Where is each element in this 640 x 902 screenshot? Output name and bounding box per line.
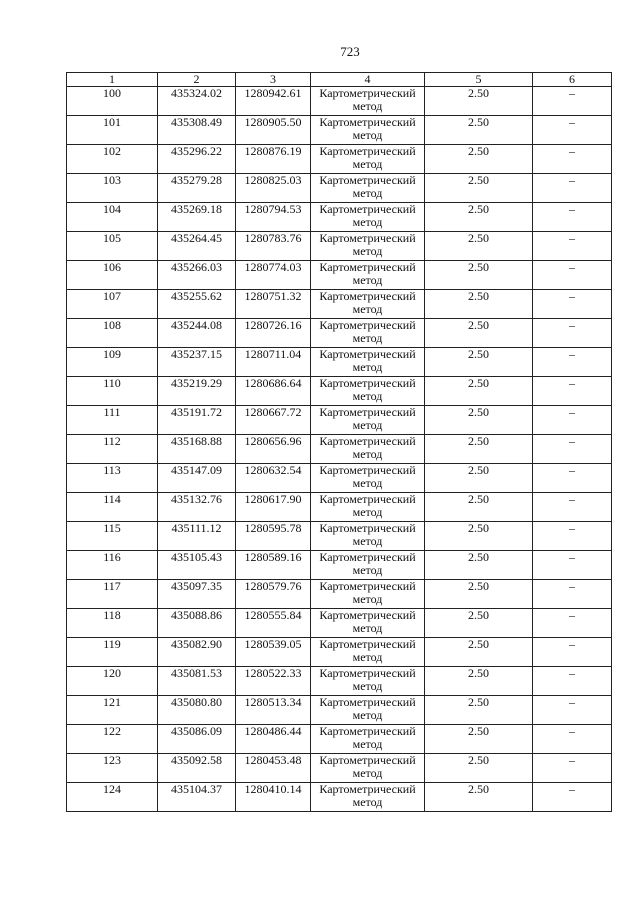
table-row: [67, 406, 612, 435]
precision-cell: 2.50: [425, 609, 533, 638]
point-number-cell: 124: [67, 783, 158, 812]
precision-cell: 2.50: [425, 754, 533, 783]
table-row: [67, 203, 612, 232]
x-coordinate-cell: 435088.86: [158, 609, 236, 638]
method-cell: Картометрический метод: [311, 696, 425, 725]
table-row: [67, 725, 612, 754]
x-coordinate-cell: 435324.02: [158, 87, 236, 116]
column-6-cell: –: [533, 174, 612, 203]
column-6-cell: –: [533, 348, 612, 377]
point-number-cell: 113: [67, 464, 158, 493]
method-cell: Картометрический метод: [311, 638, 425, 667]
method-cell: Картометрический метод: [311, 174, 425, 203]
point-number-cell: 105: [67, 232, 158, 261]
precision-cell: 2.50: [425, 696, 533, 725]
method-cell: Картометрический метод: [311, 551, 425, 580]
method-cell: Картометрический метод: [311, 290, 425, 319]
precision-cell: 2.50: [425, 348, 533, 377]
table-row: [67, 290, 612, 319]
header-col-5: 5: [425, 73, 533, 87]
column-6-cell: –: [533, 406, 612, 435]
table-row: [67, 435, 612, 464]
y-coordinate-cell: 1280555.84: [236, 609, 311, 638]
column-6-cell: –: [533, 145, 612, 174]
y-coordinate-cell: 1280794.53: [236, 203, 311, 232]
y-coordinate-cell: 1280579.76: [236, 580, 311, 609]
y-coordinate-cell: 1280617.90: [236, 493, 311, 522]
x-coordinate-cell: 435219.29: [158, 377, 236, 406]
y-coordinate-cell: 1280453.48: [236, 754, 311, 783]
point-number-cell: 117: [67, 580, 158, 609]
method-cell: Картометрический метод: [311, 261, 425, 290]
point-number-cell: 120: [67, 667, 158, 696]
column-6-cell: –: [533, 580, 612, 609]
method-cell: Картометрический метод: [311, 725, 425, 754]
x-coordinate-cell: 435080.80: [158, 696, 236, 725]
x-coordinate-cell: 435255.62: [158, 290, 236, 319]
precision-cell: 2.50: [425, 493, 533, 522]
precision-cell: 2.50: [425, 522, 533, 551]
table-row: [67, 87, 612, 116]
x-coordinate-cell: 435296.22: [158, 145, 236, 174]
x-coordinate-cell: 435132.76: [158, 493, 236, 522]
x-coordinate-cell: 435097.35: [158, 580, 236, 609]
table-header-row: [67, 73, 612, 87]
y-coordinate-cell: 1280686.64: [236, 377, 311, 406]
method-cell: Картометрический метод: [311, 232, 425, 261]
point-number-cell: 100: [67, 87, 158, 116]
table-row: [67, 783, 612, 812]
method-cell: Картометрический метод: [311, 116, 425, 145]
table-row: [67, 667, 612, 696]
header-col-1: 1: [67, 73, 158, 87]
method-cell: Картометрический метод: [311, 319, 425, 348]
y-coordinate-cell: 1280825.03: [236, 174, 311, 203]
method-cell: Картометрический метод: [311, 435, 425, 464]
column-6-cell: –: [533, 290, 612, 319]
x-coordinate-cell: 435104.37: [158, 783, 236, 812]
table-row: [67, 609, 612, 638]
method-cell: Картометрический метод: [311, 377, 425, 406]
page-number: 723: [340, 44, 360, 59]
column-6-cell: –: [533, 696, 612, 725]
method-cell: Картометрический метод: [311, 203, 425, 232]
y-coordinate-cell: 1280774.03: [236, 261, 311, 290]
table-row: [67, 116, 612, 145]
x-coordinate-cell: 435168.88: [158, 435, 236, 464]
table-row: [67, 580, 612, 609]
table-row: [67, 348, 612, 377]
y-coordinate-cell: 1280513.34: [236, 696, 311, 725]
point-number-cell: 102: [67, 145, 158, 174]
y-coordinate-cell: 1280876.19: [236, 145, 311, 174]
column-6-cell: –: [533, 725, 612, 754]
column-6-cell: –: [533, 464, 612, 493]
method-cell: Картометрический метод: [311, 406, 425, 435]
precision-cell: 2.50: [425, 319, 533, 348]
point-number-cell: 119: [67, 638, 158, 667]
precision-cell: 2.50: [425, 580, 533, 609]
column-6-cell: –: [533, 638, 612, 667]
table-row: [67, 174, 612, 203]
y-coordinate-cell: 1280667.72: [236, 406, 311, 435]
precision-cell: 2.50: [425, 435, 533, 464]
column-6-cell: –: [533, 435, 612, 464]
header-col-6: 6: [533, 73, 612, 87]
point-number-cell: 112: [67, 435, 158, 464]
column-6-cell: –: [533, 377, 612, 406]
precision-cell: 2.50: [425, 203, 533, 232]
y-coordinate-cell: 1280486.44: [236, 725, 311, 754]
table-body: [67, 87, 612, 812]
x-coordinate-cell: 435279.28: [158, 174, 236, 203]
precision-cell: 2.50: [425, 406, 533, 435]
precision-cell: 2.50: [425, 551, 533, 580]
precision-cell: 2.50: [425, 783, 533, 812]
x-coordinate-cell: 435111.12: [158, 522, 236, 551]
point-number-cell: 122: [67, 725, 158, 754]
method-cell: Картометрический метод: [311, 609, 425, 638]
method-cell: Картометрический метод: [311, 348, 425, 377]
table-row: [67, 638, 612, 667]
coordinates-table: [66, 72, 612, 812]
column-6-cell: –: [533, 522, 612, 551]
table-row: [67, 551, 612, 580]
x-coordinate-cell: 435147.09: [158, 464, 236, 493]
point-number-cell: 116: [67, 551, 158, 580]
method-cell: Картометрический метод: [311, 464, 425, 493]
column-6-cell: –: [533, 754, 612, 783]
x-coordinate-cell: 435086.09: [158, 725, 236, 754]
table-row: [67, 261, 612, 290]
column-6-cell: –: [533, 87, 612, 116]
y-coordinate-cell: 1280726.16: [236, 319, 311, 348]
x-coordinate-cell: 435191.72: [158, 406, 236, 435]
x-coordinate-cell: 435105.43: [158, 551, 236, 580]
y-coordinate-cell: 1280632.54: [236, 464, 311, 493]
y-coordinate-cell: 1280751.32: [236, 290, 311, 319]
precision-cell: 2.50: [425, 116, 533, 145]
precision-cell: 2.50: [425, 174, 533, 203]
column-6-cell: –: [533, 783, 612, 812]
x-coordinate-cell: 435269.18: [158, 203, 236, 232]
precision-cell: 2.50: [425, 87, 533, 116]
point-number-cell: 107: [67, 290, 158, 319]
precision-cell: 2.50: [425, 667, 533, 696]
y-coordinate-cell: 1280942.61: [236, 87, 311, 116]
precision-cell: 2.50: [425, 232, 533, 261]
method-cell: Картометрический метод: [311, 754, 425, 783]
precision-cell: 2.50: [425, 725, 533, 754]
table-row: [67, 145, 612, 174]
table-row: [67, 493, 612, 522]
column-6-cell: –: [533, 493, 612, 522]
x-coordinate-cell: 435266.03: [158, 261, 236, 290]
column-6-cell: –: [533, 319, 612, 348]
point-number-cell: 103: [67, 174, 158, 203]
point-number-cell: 123: [67, 754, 158, 783]
method-cell: Картометрический метод: [311, 783, 425, 812]
point-number-cell: 106: [67, 261, 158, 290]
y-coordinate-cell: 1280905.50: [236, 116, 311, 145]
precision-cell: 2.50: [425, 290, 533, 319]
table-row: [67, 377, 612, 406]
header-col-3: 3: [236, 73, 311, 87]
table-row: [67, 464, 612, 493]
point-number-cell: 115: [67, 522, 158, 551]
x-coordinate-cell: 435244.08: [158, 319, 236, 348]
column-6-cell: –: [533, 551, 612, 580]
x-coordinate-cell: 435308.49: [158, 116, 236, 145]
precision-cell: 2.50: [425, 261, 533, 290]
y-coordinate-cell: 1280410.14: [236, 783, 311, 812]
table-row: [67, 232, 612, 261]
column-6-cell: –: [533, 261, 612, 290]
point-number-cell: 101: [67, 116, 158, 145]
y-coordinate-cell: 1280522.33: [236, 667, 311, 696]
y-coordinate-cell: 1280656.96: [236, 435, 311, 464]
header-col-4: 4: [311, 73, 425, 87]
method-cell: Картометрический метод: [311, 667, 425, 696]
table-row: [67, 319, 612, 348]
header-col-2: 2: [158, 73, 236, 87]
point-number-cell: 110: [67, 377, 158, 406]
table-row: [67, 522, 612, 551]
x-coordinate-cell: 435082.90: [158, 638, 236, 667]
x-coordinate-cell: 435092.58: [158, 754, 236, 783]
method-cell: Картометрический метод: [311, 522, 425, 551]
table-row: [67, 696, 612, 725]
column-6-cell: –: [533, 232, 612, 261]
y-coordinate-cell: 1280589.16: [236, 551, 311, 580]
method-cell: Картометрический метод: [311, 145, 425, 174]
point-number-cell: 108: [67, 319, 158, 348]
point-number-cell: 111: [67, 406, 158, 435]
point-number-cell: 118: [67, 609, 158, 638]
precision-cell: 2.50: [425, 638, 533, 667]
y-coordinate-cell: 1280711.04: [236, 348, 311, 377]
table-row: [67, 754, 612, 783]
method-cell: Картометрический метод: [311, 493, 425, 522]
method-cell: Картометрический метод: [311, 580, 425, 609]
method-cell: Картометрический метод: [311, 87, 425, 116]
column-6-cell: –: [533, 203, 612, 232]
point-number-cell: 121: [67, 696, 158, 725]
point-number-cell: 114: [67, 493, 158, 522]
precision-cell: 2.50: [425, 145, 533, 174]
point-number-cell: 104: [67, 203, 158, 232]
precision-cell: 2.50: [425, 377, 533, 406]
y-coordinate-cell: 1280539.05: [236, 638, 311, 667]
y-coordinate-cell: 1280783.76: [236, 232, 311, 261]
precision-cell: 2.50: [425, 464, 533, 493]
column-6-cell: –: [533, 609, 612, 638]
column-6-cell: –: [533, 667, 612, 696]
point-number-cell: 109: [67, 348, 158, 377]
x-coordinate-cell: 435237.15: [158, 348, 236, 377]
x-coordinate-cell: 435081.53: [158, 667, 236, 696]
column-6-cell: –: [533, 116, 612, 145]
x-coordinate-cell: 435264.45: [158, 232, 236, 261]
y-coordinate-cell: 1280595.78: [236, 522, 311, 551]
